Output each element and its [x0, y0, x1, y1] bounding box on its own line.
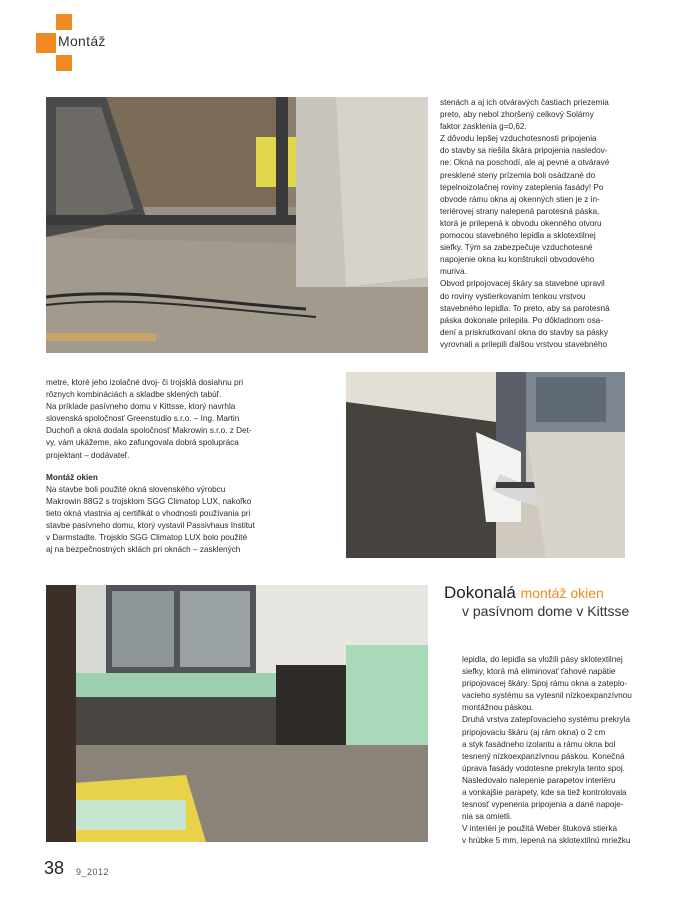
text-line: v hrúbke 5 mm, lepená na sklotextilnú mriežku — [462, 836, 631, 846]
text-line: vy, vám ukážeme, ako zafungovala dobrá spolupráca — [46, 438, 239, 448]
text-line: pripojovacej škáry. Spoj rámu okna a zateplo- — [462, 679, 628, 689]
right-bottom-column — [462, 654, 652, 848]
text-line: úprava fasády vodotesne prekryla tento spoj. — [462, 763, 625, 773]
text-line: Z dôvodu lepšej vzduchotesnosti pripojenia — [440, 134, 597, 144]
left-middle-column — [46, 377, 301, 556]
section-label: Montáž — [58, 33, 106, 49]
article-headline — [444, 583, 644, 619]
text-line: ktorá je prilepená k obvodu okenného otvoru — [440, 218, 602, 228]
text-line: dení a priskrutkovaní okna do stavby sa pásky — [440, 327, 608, 337]
text-line: ne: Okná na poschodí, ale aj pevné a otváravé — [440, 158, 610, 168]
text-line: metre, ktoré jeho izolačné dvoj- či trojsklá dosiahnu pri — [46, 378, 244, 387]
text-line: stavebného lepidla. To preto, aby sa parotesná — [440, 303, 610, 313]
text-line: Obvod pripojovacej škáry sa stavebne upravil — [440, 279, 605, 289]
text-line: Nasledovalo nalepenie parapetov interiéru — [462, 775, 616, 785]
text-line: do stavby sa riešila škára pripojenia nasledov- — [440, 146, 608, 156]
text-line: Na stavbe boli použité okná slovenského výrobcu — [46, 484, 226, 494]
photo-frame-detail — [346, 372, 625, 558]
text-line: presklené steny prízemia boli osádzané do — [440, 170, 596, 180]
text-line: lepidla, do lepidla sa vložili pásy sklotextilnej — [462, 655, 623, 664]
text-line: pomocou stavebného lepidla a sklotextilnej — [440, 231, 596, 241]
text-line: Na príklade pasívneho domu v Kittsse, ktorý navrhla — [46, 402, 236, 412]
text-line: páska dokonale prilepila. Po dôkladnom osa- — [440, 315, 603, 325]
text-line: vyrovnali a prilepili ďalšou vrstvou stavebného — [440, 339, 608, 349]
text-line: a vonkajšie parapety, kde sa tiež kontrolovala — [462, 788, 627, 798]
headline-accent: montáž okien — [520, 585, 604, 601]
text-line: do roviny vystierkovaním tenkou vrstvou — [440, 291, 586, 301]
logo-square-top — [56, 14, 72, 30]
text-line: stenách a aj ich otváravých častiach priezemia — [440, 98, 609, 107]
section-marker — [36, 33, 56, 53]
text-line: nia sa omietli. — [462, 812, 513, 822]
text-line: v Darmstadte. Trojsklo SGG Climatop LUX bolo použité — [46, 533, 248, 543]
page-number: 38 — [44, 858, 65, 878]
text-line: pripojovaciu škáru (aj rám okna) o 2 cm — [462, 727, 606, 737]
text-line: tesnosť vypenenia pripojenia a dané napoje- — [462, 800, 624, 810]
text-line: Makrowin 88G2 s trojsklom SGG Climatop LUX, nakoľko — [46, 496, 252, 506]
text-line: a styk fasádneho izolantu a rámu okna bol — [462, 739, 616, 749]
text-line: siefky, ktorá má eliminovať ťahové napätie — [462, 667, 616, 677]
text-line: siefky. Tým sa zabezpečuje vzduchotesné — [440, 243, 593, 253]
text-line: stavbe pasívneho domu, ktorý vystavil Passivhaus Institut — [46, 521, 255, 531]
issue-label: 9_2012 — [76, 867, 110, 877]
right-top-column — [440, 97, 645, 351]
text-line: obvode rámu okna aj okenných stien je z in- — [440, 194, 600, 204]
text-line: faktor zasklenia g=0,62. — [440, 122, 527, 132]
logo-square-bottom — [56, 55, 72, 71]
subheading: Montáž okien — [46, 472, 98, 482]
text-line: montážnou páskou. — [462, 703, 534, 713]
text-line: preto, aby nebol zhoršený celkový Solárny — [440, 110, 594, 120]
headline-line-1 — [444, 583, 644, 603]
text-line: napojenie okna ku konštrukcii obvodového — [440, 255, 595, 265]
text-line: tepelnoizolačnej roviny zateplenia fasády! Po — [440, 182, 604, 192]
text-line: slovenská spoločnosť Greenstudio s.r.o. – Ing. Martin — [46, 414, 240, 424]
headline-line-2: v pasívnom dome v Kittsse — [462, 603, 630, 619]
photo-facade-insulation — [46, 585, 428, 842]
text-line: vacieho systému sa vytesnil nízkoexpanzívnou — [462, 691, 632, 701]
text-line: tieto okná vlastnia aj certifikát o vhodnosti používania pri — [46, 508, 251, 518]
text-line: projektant – dodávateľ. — [46, 450, 130, 460]
text-line: teriérovej strany nalepená parotesná páska, — [440, 206, 600, 216]
text-line: aj na bezpečnostných sklách pri oknách – zasklených — [46, 545, 241, 555]
text-line: V interiéri je použitá Weber štuková stierka — [462, 824, 618, 834]
text-line: rôznych kombináciách a skladbe sklených tabúľ. — [46, 390, 222, 400]
text-line: Druhá vrstva zatepľovacieho systému prekryla — [462, 715, 631, 725]
photo-window-opening — [46, 97, 428, 353]
text-line: Duchoň a okná dodala spoločnosť Makrowin s.r.o. z Det- — [46, 426, 252, 436]
text-line: tesnený nízkoexpanzívnou páskou. Konečná — [462, 751, 625, 761]
text-line: muriva. — [440, 267, 467, 277]
headline-word-1: Dokonalá — [444, 583, 516, 602]
